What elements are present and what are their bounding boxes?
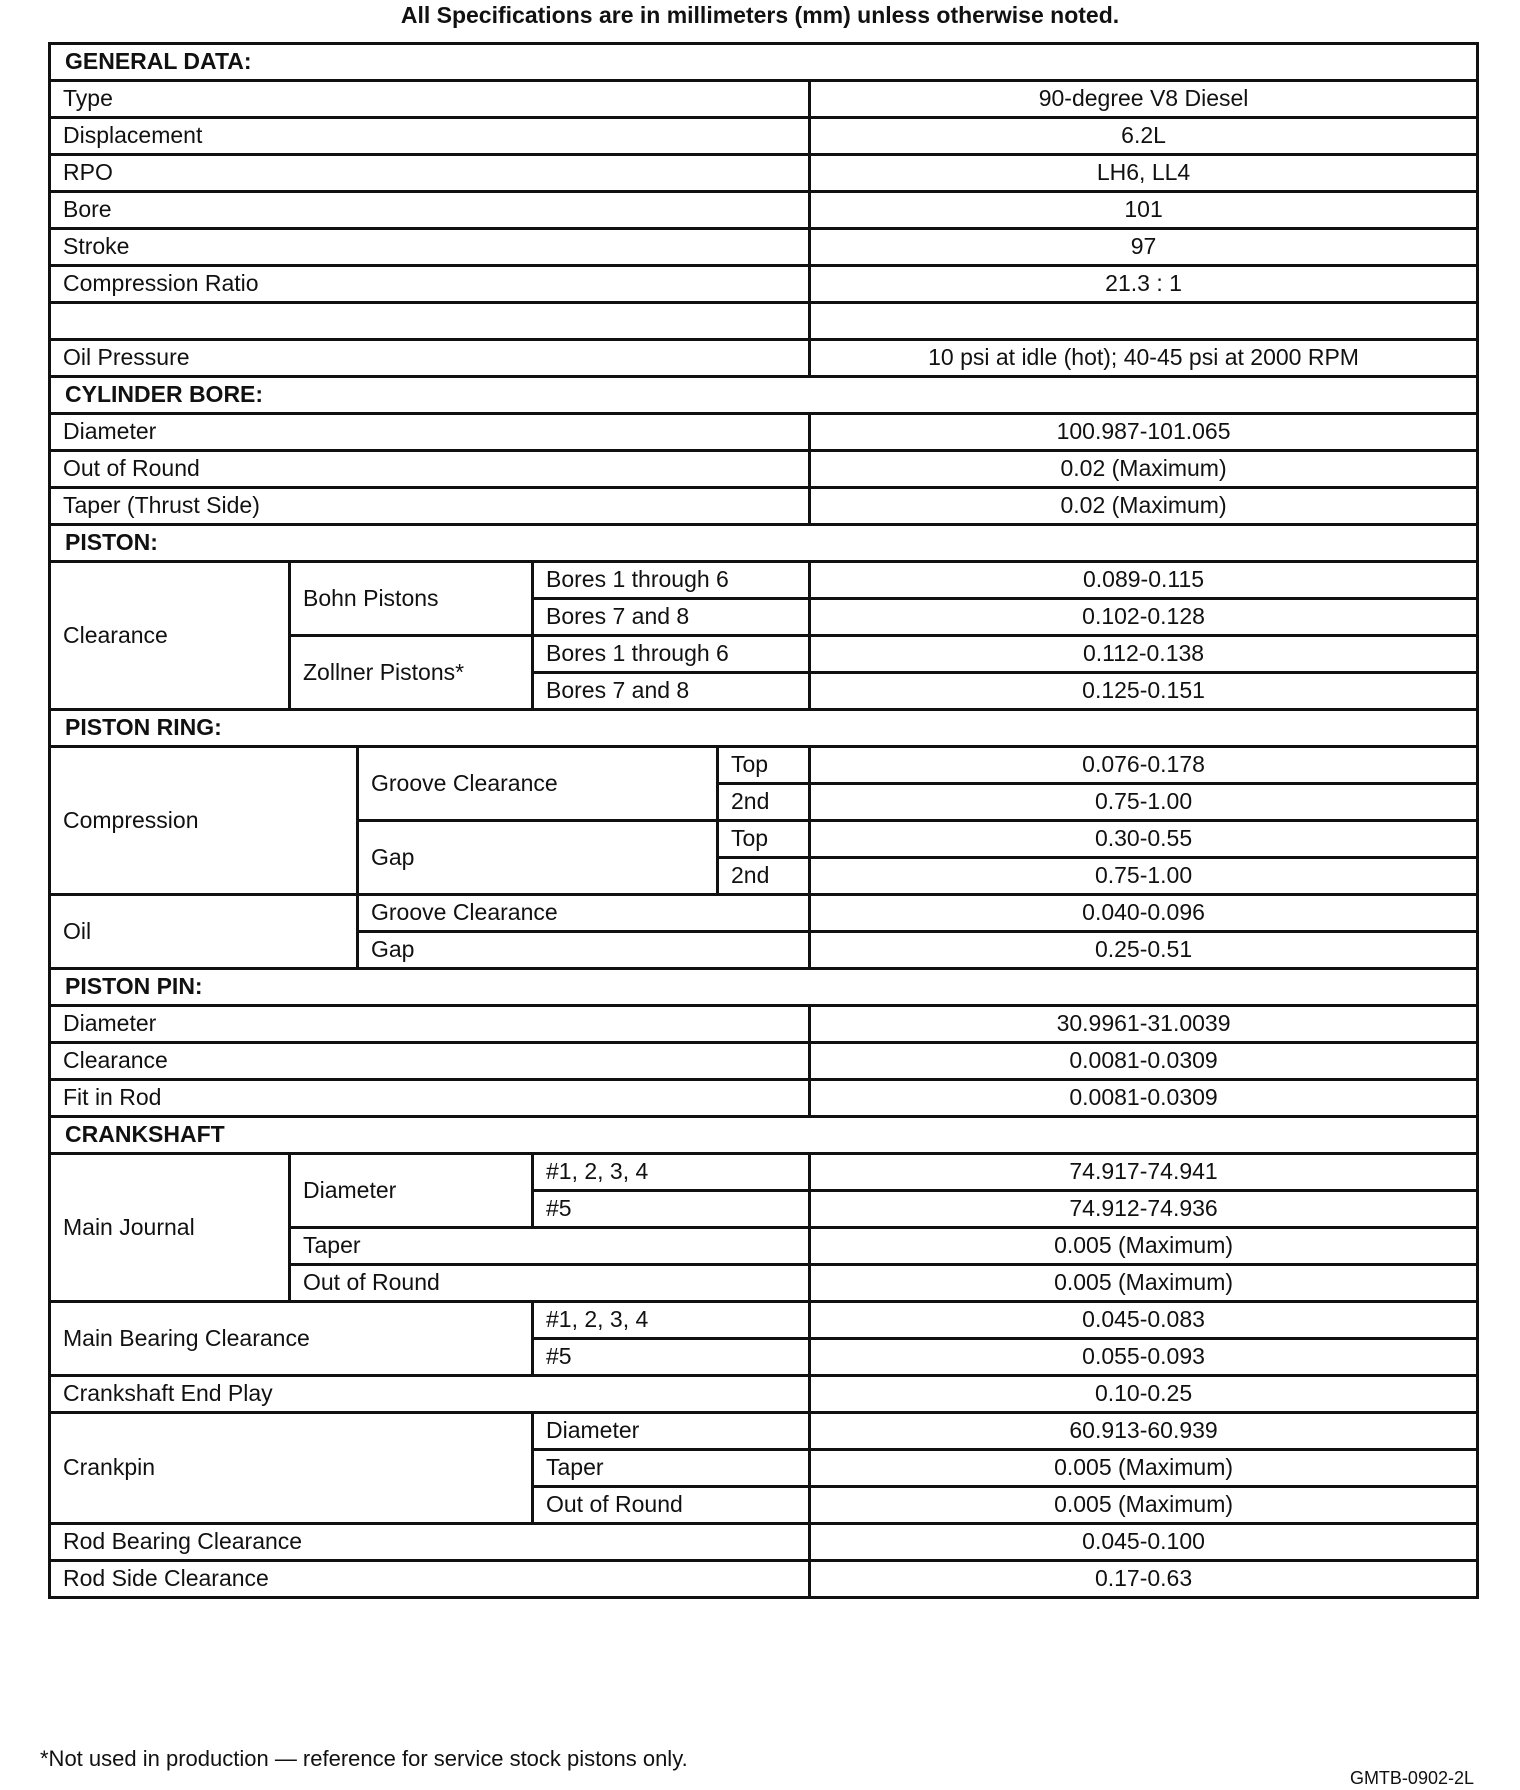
- table-row: [50, 1376, 1478, 1413]
- spec-value: 0.102-0.128: [810, 599, 1478, 636]
- spec-value: 100.987-101.065: [810, 414, 1478, 451]
- table-row: [50, 155, 1478, 192]
- table-row: [50, 1043, 1478, 1080]
- journal-number-label: #5: [533, 1191, 810, 1228]
- spec-label: [50, 303, 810, 340]
- specifications-table: [48, 42, 1479, 1599]
- piston-pin-header: PISTON PIN:: [50, 969, 1478, 1006]
- gap-label: Gap: [358, 821, 718, 895]
- spec-value: [810, 303, 1478, 340]
- spec-value: 74.917-74.941: [810, 1154, 1478, 1191]
- spec-label: Clearance: [50, 1043, 810, 1080]
- section-header-row: [50, 44, 1478, 81]
- spec-value: 30.9961-31.0039: [810, 1006, 1478, 1043]
- section-header-row: [50, 1117, 1478, 1154]
- main-bearing-clearance-label: Main Bearing Clearance: [50, 1302, 533, 1376]
- section-header-row: [50, 525, 1478, 562]
- table-row: [50, 1006, 1478, 1043]
- piston-header: PISTON:: [50, 525, 1478, 562]
- section-header-row: [50, 710, 1478, 747]
- spec-value: 0.25-0.51: [810, 932, 1478, 969]
- spec-value: 0.125-0.151: [810, 673, 1478, 710]
- bores-label: Bores 1 through 6: [533, 562, 810, 599]
- compression-label: Compression: [50, 747, 358, 895]
- spec-value: 0.040-0.096: [810, 895, 1478, 932]
- spec-label: Stroke: [50, 229, 810, 266]
- spec-value: 0.005 (Maximum): [810, 1228, 1478, 1265]
- ring-position-label: Top: [718, 747, 810, 784]
- table-row: [50, 1302, 1478, 1339]
- table-row: [50, 895, 1478, 932]
- spec-value: 97: [810, 229, 1478, 266]
- crankpin-taper-label: Taper: [533, 1450, 810, 1487]
- table-row: [50, 1080, 1478, 1117]
- spec-label: Taper (Thrust Side): [50, 488, 810, 525]
- spec-value: 0.055-0.093: [810, 1339, 1478, 1376]
- spec-label: Diameter: [50, 1006, 810, 1043]
- ring-position-label: Top: [718, 821, 810, 858]
- spec-label: Type: [50, 81, 810, 118]
- table-row: [50, 192, 1478, 229]
- spec-label: Fit in Rod: [50, 1080, 810, 1117]
- table-row: [50, 303, 1478, 340]
- spec-value: 0.02 (Maximum): [810, 488, 1478, 525]
- spec-label: Diameter: [50, 414, 810, 451]
- spec-value: 0.005 (Maximum): [810, 1265, 1478, 1302]
- crankpin-label: Crankpin: [50, 1413, 533, 1524]
- spec-value: 0.75-1.00: [810, 858, 1478, 895]
- gap-label: Gap: [358, 932, 810, 969]
- page-caption: All Specifications are in millimeters (mm) unless otherwise noted.: [400, 2, 1120, 28]
- spec-value: LH6, LL4: [810, 155, 1478, 192]
- spec-value: 21.3 : 1: [810, 266, 1478, 303]
- spec-label: Oil Pressure: [50, 340, 810, 377]
- table-row: [50, 118, 1478, 155]
- groove-clearance-label: Groove Clearance: [358, 747, 718, 821]
- table-row: [50, 1154, 1478, 1191]
- groove-clearance-label: Groove Clearance: [358, 895, 810, 932]
- oil-ring-label: Oil: [50, 895, 358, 969]
- table-row: [50, 488, 1478, 525]
- spec-value: 0.112-0.138: [810, 636, 1478, 673]
- spec-value: 90-degree V8 Diesel: [810, 81, 1478, 118]
- bores-label: Bores 1 through 6: [533, 636, 810, 673]
- journal-number-label: #1, 2, 3, 4: [533, 1302, 810, 1339]
- crankshaft-header: CRANKSHAFT: [50, 1117, 1478, 1154]
- ring-position-label: 2nd: [718, 858, 810, 895]
- table-row: [50, 1524, 1478, 1561]
- bores-label: Bores 7 and 8: [533, 673, 810, 710]
- spec-value: 74.912-74.936: [810, 1191, 1478, 1228]
- document-id: GMTB-0902-2L: [1349, 1768, 1474, 1788]
- journal-number-label: #1, 2, 3, 4: [533, 1154, 810, 1191]
- journal-out-of-round-label: Out of Round: [290, 1265, 810, 1302]
- spec-value: 101: [810, 192, 1478, 229]
- table-row: [50, 81, 1478, 118]
- zollner-pistons-label: Zollner Pistons*: [290, 636, 533, 710]
- spec-value: 0.75-1.00: [810, 784, 1478, 821]
- spec-value: 0.089-0.115: [810, 562, 1478, 599]
- spec-label: RPO: [50, 155, 810, 192]
- spec-value: 0.045-0.100: [810, 1524, 1478, 1561]
- table-row: [50, 266, 1478, 303]
- crankpin-diameter-label: Diameter: [533, 1413, 810, 1450]
- spec-label: Displacement: [50, 118, 810, 155]
- journal-diameter-label: Diameter: [290, 1154, 533, 1228]
- spec-value: 0.10-0.25: [810, 1376, 1478, 1413]
- spec-value: 0.005 (Maximum): [810, 1487, 1478, 1524]
- spec-value: 0.0081-0.0309: [810, 1043, 1478, 1080]
- section-header-row: [50, 377, 1478, 414]
- spec-value: 60.913-60.939: [810, 1413, 1478, 1450]
- rod-side-clearance-label: Rod Side Clearance: [50, 1561, 810, 1598]
- section-header-row: [50, 969, 1478, 1006]
- end-play-label: Crankshaft End Play: [50, 1376, 810, 1413]
- ring-position-label: 2nd: [718, 784, 810, 821]
- rod-bearing-clearance-label: Rod Bearing Clearance: [50, 1524, 810, 1561]
- table-row: [50, 747, 1478, 784]
- spec-value: 0.0081-0.0309: [810, 1080, 1478, 1117]
- spec-label: Compression Ratio: [50, 266, 810, 303]
- bores-label: Bores 7 and 8: [533, 599, 810, 636]
- table-row: [50, 340, 1478, 377]
- table-row: [50, 1413, 1478, 1450]
- spec-value: 10 psi at idle (hot); 40-45 psi at 2000 RPM: [810, 340, 1478, 377]
- spec-value: 6.2L: [810, 118, 1478, 155]
- spec-value: 0.045-0.083: [810, 1302, 1478, 1339]
- spec-value: 0.02 (Maximum): [810, 451, 1478, 488]
- main-journal-label: Main Journal: [50, 1154, 290, 1302]
- table-row: [50, 1561, 1478, 1598]
- general-data-header: GENERAL DATA:: [50, 44, 1478, 81]
- piston-clearance-label: Clearance: [50, 562, 290, 710]
- journal-number-label: #5: [533, 1339, 810, 1376]
- spec-value: 0.17-0.63: [810, 1561, 1478, 1598]
- crankpin-out-of-round-label: Out of Round: [533, 1487, 810, 1524]
- footnote: *Not used in production — reference for service stock pistons only.: [40, 1746, 688, 1771]
- table-row: [50, 562, 1478, 599]
- table-row: [50, 451, 1478, 488]
- spec-value: 0.005 (Maximum): [810, 1450, 1478, 1487]
- piston-ring-header: PISTON RING:: [50, 710, 1478, 747]
- spec-label: Bore: [50, 192, 810, 229]
- bohn-pistons-label: Bohn Pistons: [290, 562, 533, 636]
- cylinder-bore-header: CYLINDER BORE:: [50, 377, 1478, 414]
- table-row: [50, 229, 1478, 266]
- spec-label: Out of Round: [50, 451, 810, 488]
- spec-value: 0.076-0.178: [810, 747, 1478, 784]
- spec-value: 0.30-0.55: [810, 821, 1478, 858]
- table-row: [50, 414, 1478, 451]
- journal-taper-label: Taper: [290, 1228, 810, 1265]
